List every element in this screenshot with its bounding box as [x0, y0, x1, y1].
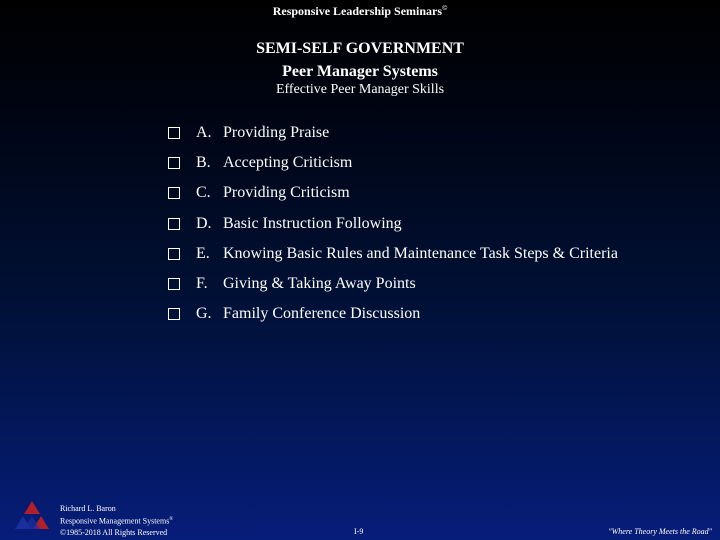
skill-text: Family Conference Discussion [223, 305, 421, 323]
footer-company-line [60, 514, 173, 527]
skill-item-d [167, 209, 618, 239]
seminar-header [0, 4, 720, 19]
footer-author: Richard L. Baron [60, 504, 116, 513]
footer-tagline: "Where Theory Meets the Road" [608, 527, 712, 536]
checkbox-icon [168, 127, 180, 139]
skill-item-f [167, 269, 618, 299]
skill-letter: A. [196, 124, 212, 142]
checkbox-icon [168, 308, 180, 320]
triangle-logo-icon [10, 499, 54, 537]
footer-company-mark: ® [169, 517, 174, 522]
page-number: I-9 [354, 527, 364, 536]
skill-text: Providing Criticism [223, 184, 350, 202]
seminar-name: Responsive Leadership Seminars [272, 4, 443, 18]
title-line-1: SEMI-SELF GOVERNMENT [256, 40, 464, 57]
checkbox-icon [168, 248, 180, 260]
checkbox-icon [168, 218, 180, 230]
skill-text: Basic Instruction Following [223, 214, 402, 232]
skill-letter: G. [196, 305, 212, 323]
skill-item-b [167, 148, 618, 178]
footer-company: Responsive Management Systems [60, 516, 170, 526]
checkbox-icon [168, 278, 180, 290]
skills-list [167, 118, 618, 329]
skill-letter: C. [196, 184, 211, 202]
seminar-mark: © [442, 4, 448, 12]
skill-letter: F. [196, 275, 208, 293]
skill-item-e [167, 239, 618, 269]
slide-title [0, 37, 720, 83]
footer-credits [60, 503, 173, 538]
skill-letter: E. [196, 244, 210, 262]
checkbox-icon [168, 157, 180, 169]
logo-top-triangle [24, 501, 40, 514]
skill-text: Providing Praise [223, 124, 330, 142]
skill-item-a [167, 118, 618, 148]
skill-item-g [167, 299, 618, 329]
skill-text: Accepting Criticism [223, 154, 353, 172]
footer-copyright: ©1985-2018 All Rights Reserved [60, 527, 168, 537]
checkbox-icon [168, 187, 180, 199]
skill-text: Giving & Taking Away Points [223, 275, 416, 293]
slide-subtitle: Effective Peer Manager Skills [275, 82, 445, 97]
skill-text: Knowing Basic Rules and Maintenance Task Steps & Criteria [223, 244, 618, 262]
skill-letter: D. [196, 214, 212, 232]
title-line-2: Peer Manager Systems [282, 63, 438, 80]
skill-item-c [167, 178, 618, 208]
skill-letter: B. [196, 154, 211, 172]
